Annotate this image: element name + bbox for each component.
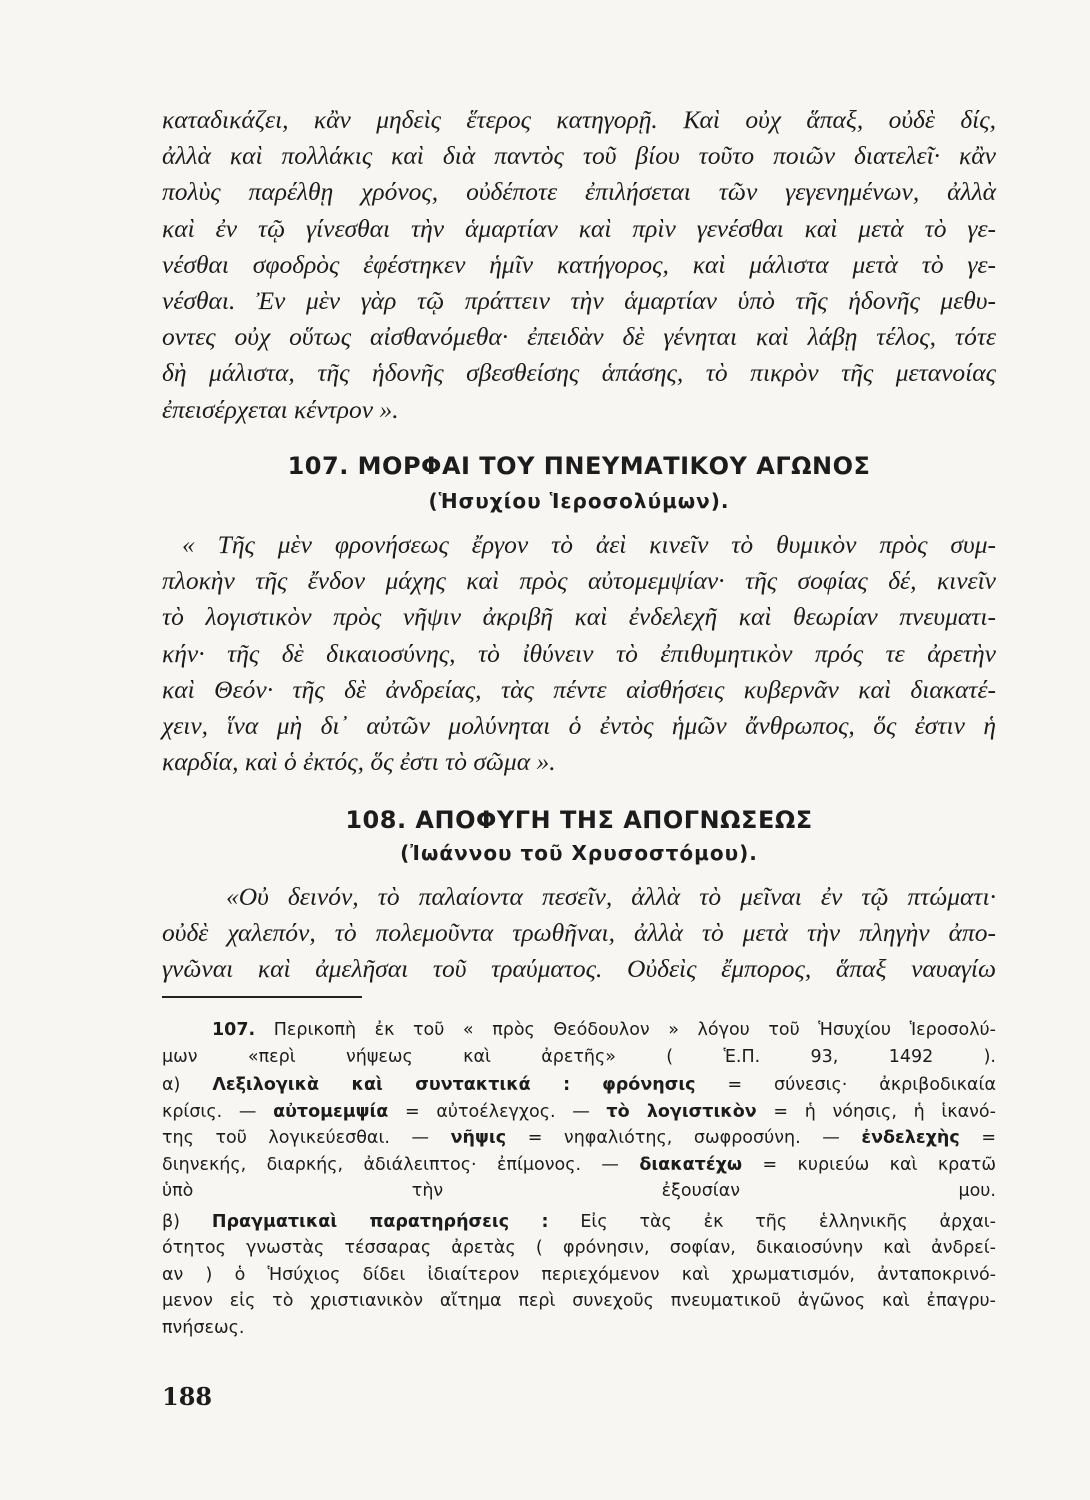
footnote-text: διηνεκής, διαρκής, ἀδιάλειπτος· ἐπίμονος. — [162, 1154, 619, 1175]
footnote-line: πνήσεως. [162, 1317, 245, 1338]
page-number: 188 [162, 1382, 213, 1411]
section-108-source: (Ἰωάννου τοῦ Χρυσοστόμου). [400, 841, 758, 865]
section-107-quote [162, 527, 996, 780]
def-phronesis: = σύνεσις· ἀκριβοδικαία [727, 1075, 996, 1095]
text-line: ἀλλὰ καὶ πολλάκις καὶ διὰ παντὸς τοῦ βίου τοῦτο ποιῶν διατελεῖ· κἂν [162, 141, 996, 171]
term-diakatecho: διακατέχω [639, 1154, 743, 1175]
text-line: δὴ μάλιστα, τῆς ἡδονῆς σβεσθείσης ἁπάσης, τὸ πικρὸν τῆς μετανοίας [162, 358, 996, 388]
note-a-title: Λεξιλογικὰ καὶ συντακτικά : [212, 1075, 571, 1095]
intro-paragraph [162, 102, 996, 428]
text-line: τὸ λογιστικὸν πρὸς νῆψιν ἀκριβῆ καὶ ἐνδελεχῆ καὶ θεωρίαν πνευματι- [162, 602, 996, 632]
footnote-line [162, 1099, 996, 1126]
text-line: « Τῆς μὲν φρονήσεως ἔργον τὸ ἀεὶ κινεῖν τὸ θυμικὸν πρὸς συμ- [182, 530, 996, 559]
footnote-line: ὑπὸ τὴν ἐξουσίαν μου. [162, 1181, 996, 1201]
text-line: χειν, ἵνα μὴ δι᾿ αὐτῶν μολύνηται ὁ ἐντὸς ἡμῶν ἄνθρωπος, ὅς ἐστιν ἡ [162, 711, 996, 741]
term-nipsis: νῆψις [450, 1128, 507, 1148]
footnote-ref: 107. [212, 1020, 256, 1040]
term-automempsia: αὐτομεμψία [273, 1101, 389, 1122]
footnote-text: Περικοπὴ ἐκ τοῦ « πρὸς Θεόδουλον » λόγου τοῦ Ἡσυχίου Ἱεροσολύ- [273, 1020, 996, 1040]
footnote-line [162, 1152, 996, 1179]
text-line: πλοκὴν τῆς ἔνδον μάχης καὶ πρὸς αὐτομεμψίαν· τῆς σοφίας δέ, κινεῖν [162, 566, 996, 596]
text-line: νέσθαι. Ἐν μὲν γὰρ τῷ πράττειν τὴν ἁμαρτίαν ὑπὸ τῆς ἡδονῆς μεθυ- [162, 286, 996, 316]
section-107-source: (Ἡσυχίου Ἱεροσολύμων). [428, 489, 730, 513]
text-line: οντες οὐχ οὕτως αἰσθανόμεθα· ἐπειδὰν δὲ γένηται καὶ λάβῃ τέλος, τότε [162, 322, 996, 352]
section-108-heading: 108. ΑΠΟΦΥΓΗ ΤΗΣ ΑΠΟΓΝΩΣΕΩΣ [345, 806, 813, 834]
footnote-line [162, 1125, 996, 1152]
term-phronesis: φρόνησις [602, 1075, 696, 1095]
note-a-label: α) [162, 1075, 181, 1095]
def-diakatecho: = κυριεύω καὶ κρατῶ [762, 1154, 996, 1175]
footnote-line: ότητος γνωστὰς τέσσαρας ἀρετὰς ( φρόνησιν, σοφίαν, δικαιοσύνην καὶ ἀνδρεί- [162, 1238, 996, 1258]
text-line: γνῶναι καὶ ἀμελῆσαι τοῦ τραύματος. Οὐδεὶς ἔμπορος, ἅπαξ ναυαγίω [162, 954, 996, 984]
footnote-text: της τοῦ λογικεύεσθαι. — [162, 1128, 430, 1148]
footnote-text: κρίσις. — [162, 1101, 257, 1122]
footnote [162, 1017, 996, 1341]
text-line: καρδία, καὶ ὁ ἐκτός, ὅς ἐστι τὸ σῶμα ». [162, 747, 556, 777]
def-automempsia: = αὐτοέλεγχος. — [405, 1101, 590, 1122]
text-line: νέσθαι σφοδρὸς ἐφέστηκεν ἡμῖν κατήγορος, καὶ μάλιστα μετὰ τὸ γε- [162, 249, 996, 279]
footnote-line: μενον εἰς τὸ χριστιανικὸν αἴτημα περὶ συνεχοῦς πνευματικοῦ ἀγῶνος καὶ ἐπαγρυ- [162, 1291, 996, 1311]
def-logistikon: = ἡ νόησις, ἡ ἱκανό- [773, 1101, 996, 1122]
text-line: καὶ ἐν τῷ γίνεσθαι τὴν ἁμαρτίαν καὶ πρὶν γενέσθαι καὶ μετὰ τὸ γε- [162, 213, 996, 243]
section-107-heading: 107. ΜΟΡΦΑΙ ΤΟΥ ΠΝΕΥΜΑΤΙΚΟΥ ΑΓΩΝΟΣ [287, 452, 871, 480]
text-line: «Οὐ δεινόν, τὸ παλαίοντα πεσεῖν, ἀλλὰ τὸ μεῖναι ἐν τῷ πτώματι· [226, 882, 996, 911]
footnote-line: μων «περὶ νήψεως καὶ ἀρετῆς» ( Ἑ.Π. 93, 1492 ). [162, 1046, 996, 1067]
note-b-title: Πραγματικαὶ παρατηρήσεις : [211, 1211, 549, 1232]
term-endelechis: ἐνδελεχὴς [861, 1128, 960, 1148]
def-endelechis: = [981, 1128, 996, 1148]
footnote-line: αν ) ὁ Ἡσύχιος δίδει ἰδιαίτερον περιεχόμενον καὶ χρωματισμόν, ἀνταποκρινό- [162, 1264, 996, 1285]
note-b-label: β) [162, 1211, 180, 1232]
text-line: πολὺς παρέλθῃ χρόνος, οὐδέποτε ἐπιλήσεται τῶν γεγενημένων, ἀλλὰ [162, 177, 996, 207]
footnote-separator [162, 996, 362, 998]
section-108-quote [162, 879, 996, 988]
text-line: καταδικάζει, κἂν μηδεὶς ἕτερος κατηγορῇ. Καὶ οὐχ ἅπαξ, οὐδὲ δίς, [162, 105, 996, 134]
footnote-text: Εἰς τὰς ἐκ τῆς ἑλληνικῆς ἀρχαι- [580, 1211, 996, 1232]
text-line: καὶ Θεόν· τῆς δὲ ἀνδρείας, τὰς πέντε αἰσθήσεις κυβερνᾶν καὶ διακατέ- [162, 674, 996, 704]
def-nipsis: = νηφαλιότης, σωφροσύνη. — [527, 1128, 840, 1148]
footnote-line [162, 1017, 996, 1044]
text-line: ἐπεισέρχεται κέντρον ». [162, 394, 399, 424]
footnote-line [162, 1072, 996, 1099]
text-line: οὐδὲ χαλεπόν, τὸ πολεμοῦντα τρωθῆναι, ἀλλὰ τὸ μετὰ τὴν πληγὴν ἀπο- [162, 918, 996, 948]
text-line: κήν· τῆς δὲ δικαιοσύνης, τὸ ἰθύνειν τὸ ἐπιθυμητικὸν πρός τε ἀρετὴν [162, 638, 996, 668]
term-logistikon: τὸ λογιστικὸν [606, 1101, 757, 1122]
footnote-line [162, 1209, 996, 1236]
